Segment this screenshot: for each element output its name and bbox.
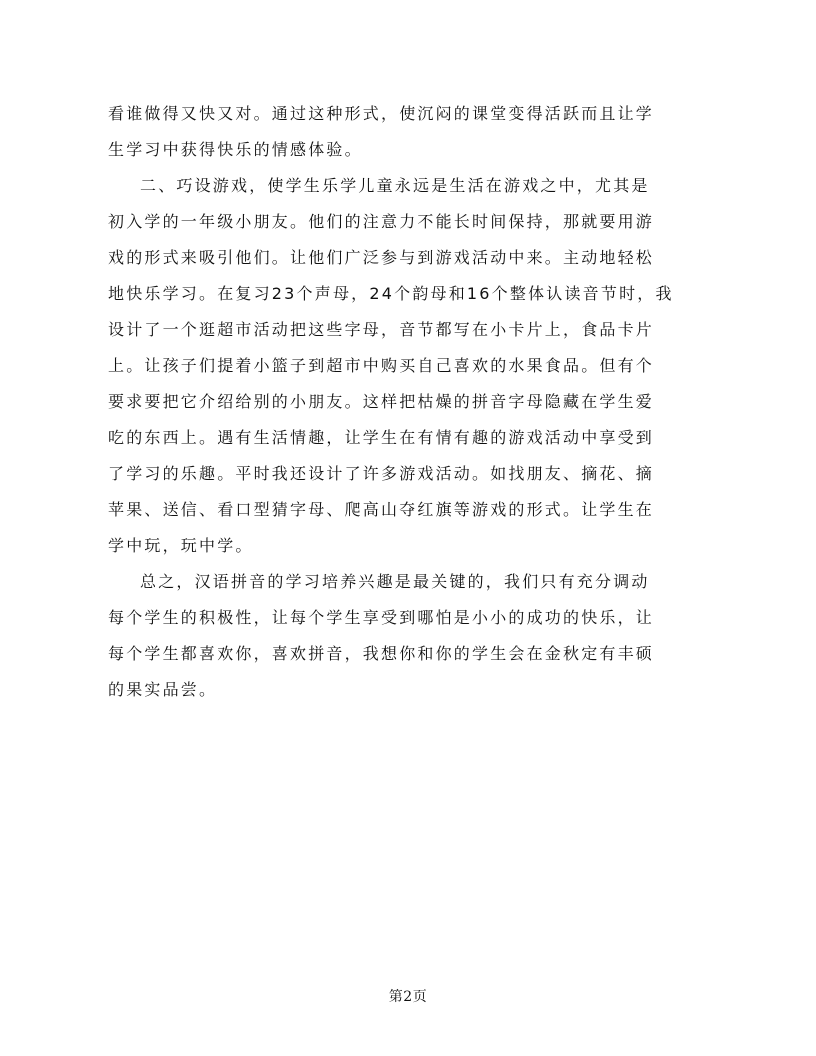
page-number: 第2页 [388,989,428,1005]
paragraph-line: 吃的东西上。遇有生活情趣，让学生在有情有趣的游戏活动中享受到 [108,428,655,447]
paragraph-line: 总之，汉语拼音的学习培养兴趣是最关键的，我们只有充分调动 [140,572,650,591]
paragraph-line: 苹果、送信、看口型猜字母、爬高山夺红旗等游戏的形式。让学生在 [108,500,655,519]
paragraph-line: 看谁做得又快又对。通过这种形式，使沉闷的课堂变得活跃而且让学 [108,104,655,123]
paragraph-line: 生学习中获得快乐的情感体验。 [108,140,363,159]
paragraph-line: 地快乐学习。在复习23个声母，24个韵母和16个整体认读音节时，我 [108,284,674,303]
paragraph-line: 设计了一个逛超市活动把这些字母，音节都写在小卡片上，食品卡片 [108,320,655,339]
paragraph-line: 了学习的乐趣。平时我还设计了许多游戏活动。如找朋友、摘花、摘 [108,464,655,483]
paragraph-line: 初入学的一年级小朋友。他们的注意力不能长时间保持，那就要用游 [108,212,655,231]
paragraph-line: 要求要把它介绍给别的小朋友。这样把枯燥的拼音字母隐藏在学生爱 [108,392,655,411]
paragraph-line: 每个学生的积极性，让每个学生享受到哪怕是小小的成功的快乐，让 [108,608,655,627]
paragraph-line: 每个学生都喜欢你，喜欢拼音，我想你和你的学生会在金秋定有丰硕 [108,644,655,663]
paragraph-line: 学中玩，玩中学。 [108,536,254,555]
paragraph-line: 戏的形式来吸引他们。让他们广泛参与到游戏活动中来。主动地轻松 [108,248,655,267]
paragraph-line: 的果实品尝。 [108,680,218,699]
section-heading-line: 二、巧设游戏，使学生乐学儿童永远是生活在游戏之中，尤其是 [140,176,650,195]
paragraph-line: 上。让孩子们提着小篮子到超市中购买自己喜欢的水果食品。但有个 [108,356,655,375]
